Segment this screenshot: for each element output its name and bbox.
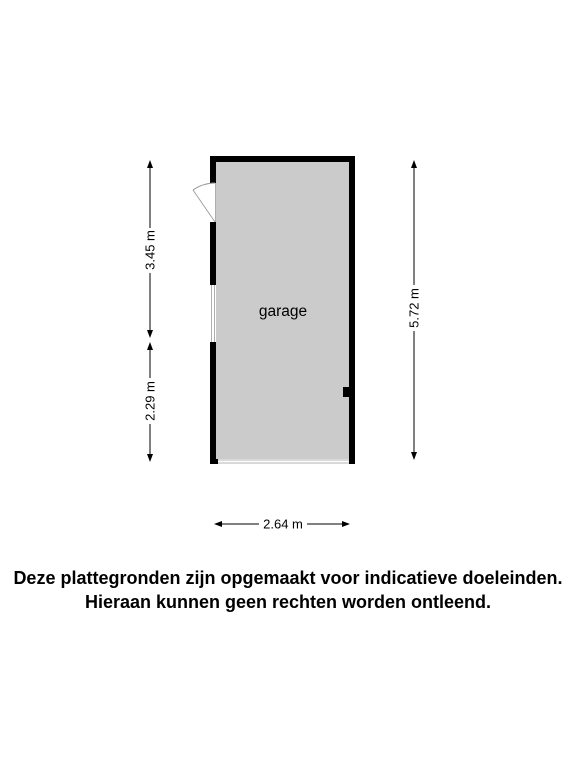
wall-fixture xyxy=(343,387,350,397)
garage-door xyxy=(218,459,349,464)
disclaimer-line-1: Deze plattegronden zijn opgemaakt voor indicatieve doeleinden. xyxy=(13,568,563,588)
disclaimer-line-2: Hieraan kunnen geen rechten worden ontleend. xyxy=(84,592,492,612)
window xyxy=(210,285,216,342)
dimension-label-left-lower: 2.29 m xyxy=(142,381,158,421)
dimension-label-right: 5.72 m xyxy=(406,288,422,328)
window-opening xyxy=(210,285,216,342)
dimension-label-bottom: 2.64 m xyxy=(263,516,303,532)
room-label: garage xyxy=(258,303,308,320)
dimension-label-left-upper: 3.45 m xyxy=(142,230,158,270)
garage-room xyxy=(193,156,355,464)
